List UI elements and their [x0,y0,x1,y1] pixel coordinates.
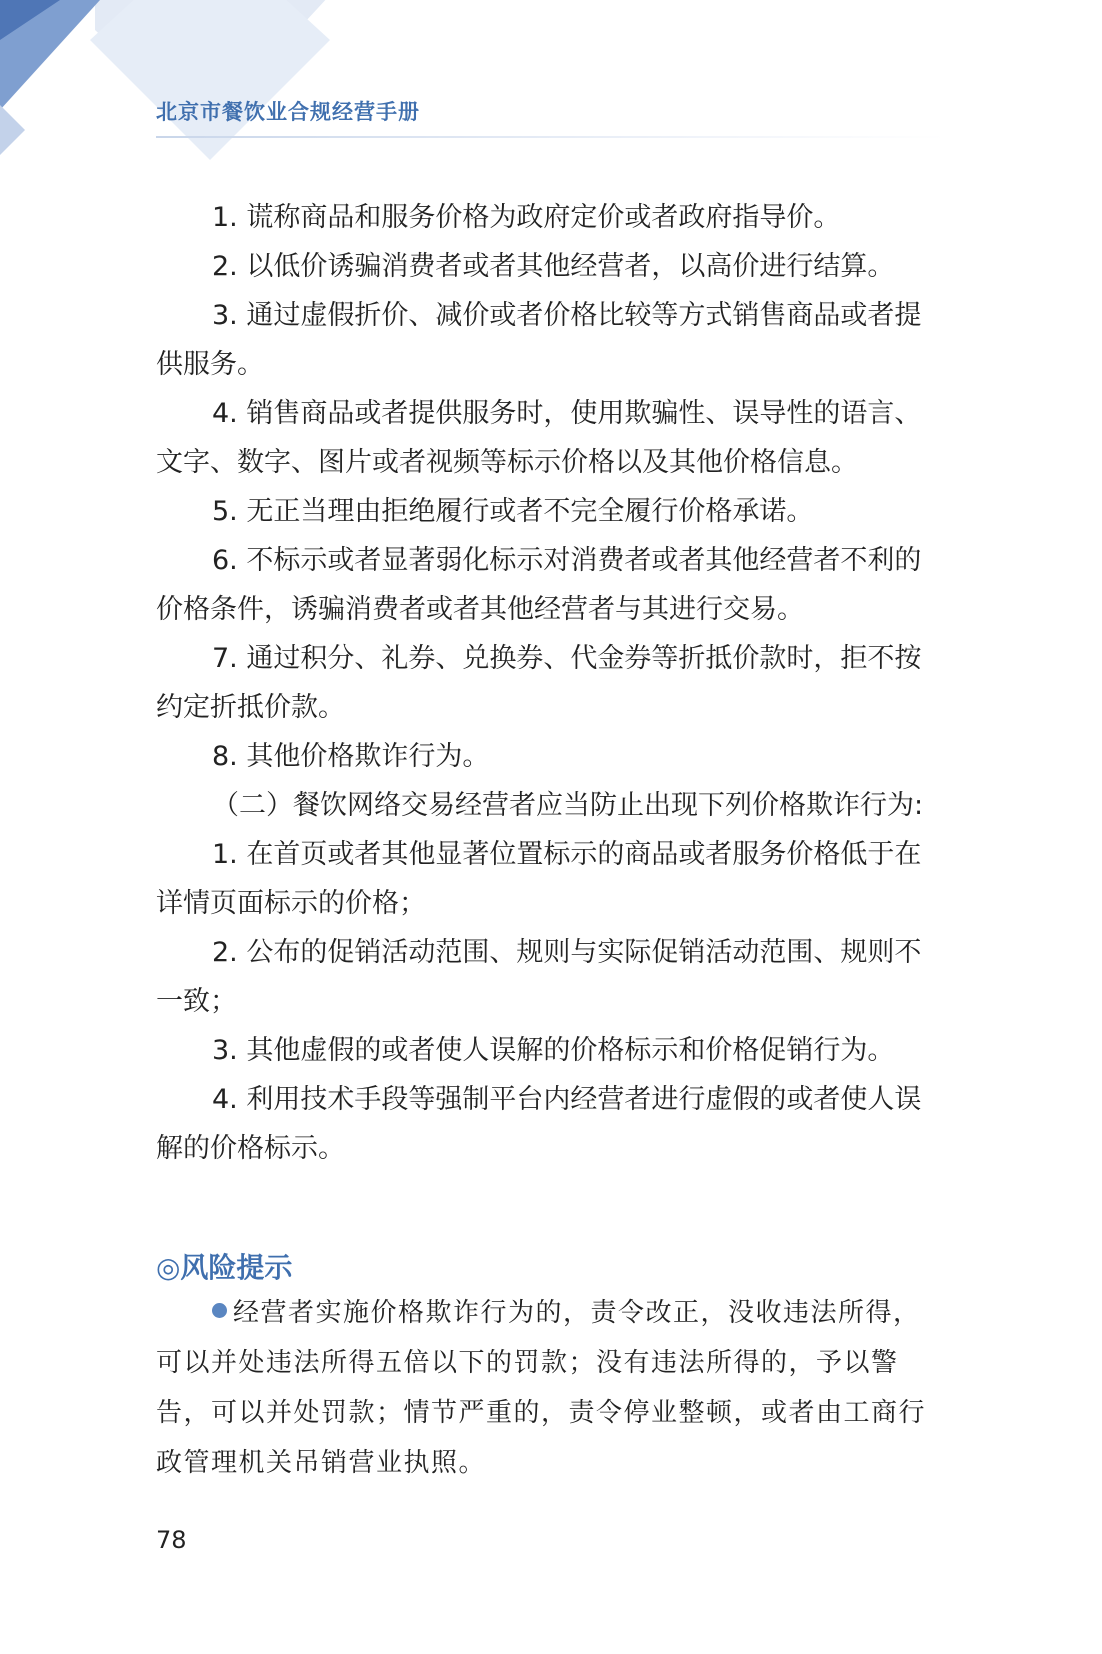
paragraph: 1. 谎称商品和服务价格为政府定价或者政府指导价。 [212,202,841,233]
paragraph: 2. 以低价诱骗消费者或者其他经营者，以高价进行结算。 [212,251,895,282]
paragraph: 2. 公布的促销活动范围、规则与实际促销活动范围、规则不一致； [156,937,922,1017]
page-number: 78 [156,1526,187,1554]
running-header-title: 北京市餐饮业合规经营手册 [156,100,420,124]
header-divider [156,136,946,138]
section-subheading: （二）餐饮网络交易经营者应当防止出现下列价格欺诈行为: [212,790,924,821]
bullet-icon [212,1303,227,1318]
risk-tip-text: 经营者实施价格欺诈行为的，责令改正，没收违法所得，可以并处违法所得五倍以下的罚款；没有违法所得的，予以警告，可以并处罚款；情节严重的，责令停业整顿，或者由工商行政管理机关吊销营业执照。 [156,1298,927,1478]
paragraph: 3. 通过虚假折价、减价或者价格比较等方式销售商品或者提供服务。 [156,300,922,380]
paragraph: 7. 通过积分、礼券、兑换券、代金券等折抵价款时，拒不按约定折抵价款。 [156,643,922,723]
paragraph: 6. 不标示或者显著弱化标示对消费者或者其他经营者不利的价格条件，诱骗消费者或者其他经营者与其进行交易。 [156,545,922,625]
risk-tip-paragraph [156,1288,946,1488]
risk-tip-heading: ◎风险提示 [156,1251,293,1284]
paragraph: 4. 销售商品或者提供服务时，使用欺骗性、误导性的语言、文字、数字、图片或者视频等标示价格以及其他价格信息。 [156,398,922,478]
paragraph: 8. 其他价格欺诈行为。 [212,741,490,772]
paragraph: 1. 在首页或者其他显著位置标示的商品或者服务价格低于在详情页面标示的价格； [156,839,922,919]
paragraph: 5. 无正当理由拒绝履行或者不完全履行价格承诺。 [212,496,814,527]
paragraph: 4. 利用技术手段等强制平台内经营者进行虚假的或者使人误解的价格标示。 [156,1084,922,1164]
main-text [156,193,946,1173]
paragraph: 3. 其他虚假的或者使人误解的价格标示和价格促销行为。 [212,1035,895,1066]
risk-tip-box [156,1288,946,1488]
